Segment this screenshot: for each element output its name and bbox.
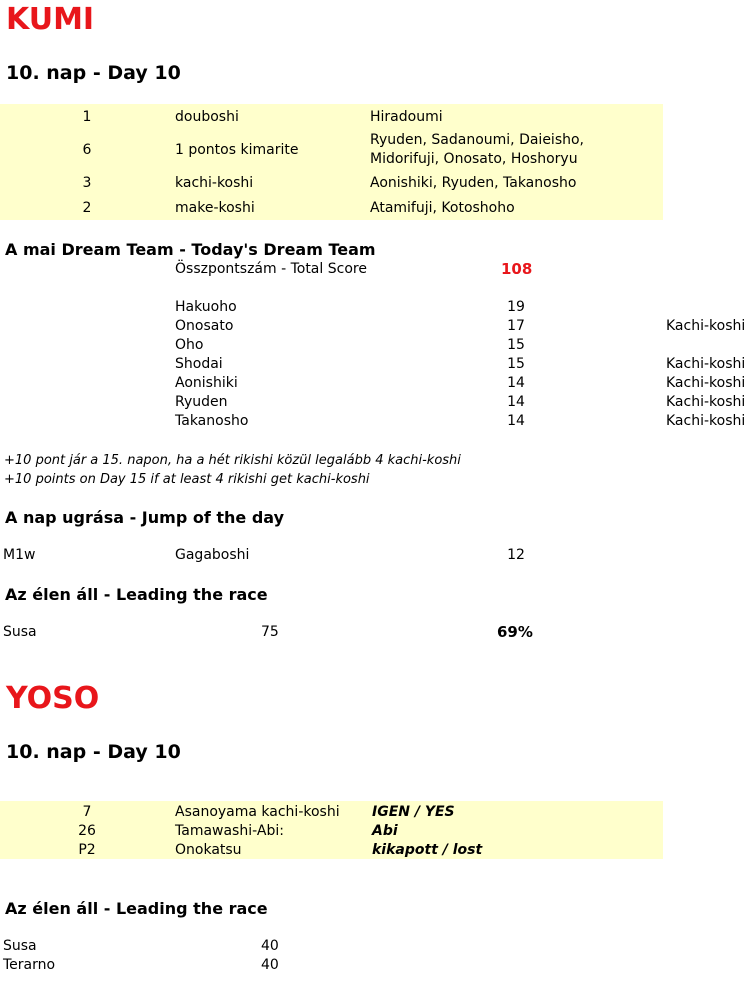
member-name: Hakuoho <box>175 299 237 315</box>
kumi-leader-heading: Az élen áll - Leading the race <box>5 585 268 604</box>
yoso-answer: Abi <box>372 823 398 839</box>
member-name: Takanosho <box>175 413 249 429</box>
member-note: Kachi-koshi <box>666 375 746 391</box>
member-name: Ryuden <box>175 394 228 410</box>
yoso-leader-name: Terarno <box>3 957 56 973</box>
yoso-title: YOSO <box>6 681 100 716</box>
total-score-label: Összpontszám - Total Score <box>175 261 367 277</box>
stat-count: 2 <box>82 200 92 216</box>
stat-names: Ryuden, Sadanoumi, Daieisho, Midorifuji, Onosato, Hoshoryu <box>370 132 584 167</box>
stat-names: Atamifuji, Kotoshoho <box>370 200 515 216</box>
stat-label: kachi-koshi <box>175 175 254 191</box>
member-note: Kachi-koshi <box>666 394 746 410</box>
member-score: 14 <box>507 413 525 429</box>
yoso-leader-score: 40 <box>261 957 279 973</box>
yoso-day-heading: 10. nap - Day 10 <box>6 741 181 763</box>
kumi-leader-score: 75 <box>261 624 279 640</box>
total-score-value: 108 <box>501 260 533 278</box>
yoso-question: Tamawashi-Abi: <box>175 823 284 839</box>
member-name: Shodai <box>175 356 223 372</box>
stat-label: 1 pontos kimarite <box>175 142 299 158</box>
member-score: 17 <box>507 318 525 334</box>
member-note: Kachi-koshi <box>666 318 746 334</box>
jump-name: Gagaboshi <box>175 547 250 563</box>
yoso-leader-heading: Az élen áll - Leading the race <box>5 899 268 918</box>
dream-team-heading: A mai Dream Team - Today's Dream Team <box>5 240 376 259</box>
stat-count: 1 <box>82 109 92 125</box>
yoso-leader-name: Susa <box>3 938 37 954</box>
member-score: 14 <box>507 394 525 410</box>
jump-rank: M1w <box>3 547 36 563</box>
yoso-answer: IGEN / YES <box>372 804 455 820</box>
yoso-num: P2 <box>78 842 96 858</box>
member-score: 14 <box>507 375 525 391</box>
stat-label: make-koshi <box>175 200 255 216</box>
member-note: Kachi-koshi <box>666 413 746 429</box>
kumi-title: KUMI <box>6 2 95 37</box>
jump-value: 12 <box>507 547 525 563</box>
stat-count: 6 <box>82 142 92 158</box>
yoso-num: 26 <box>78 823 96 839</box>
member-name: Aonishiki <box>175 375 238 391</box>
member-note: Kachi-koshi <box>666 356 746 372</box>
jump-heading: A nap ugrása - Jump of the day <box>5 508 285 527</box>
member-score: 15 <box>507 356 525 372</box>
kumi-leader-percent: 69% <box>497 623 533 641</box>
kumi-day-heading: 10. nap - Day 10 <box>6 62 181 84</box>
bonus-note-en: +10 points on Day 15 if at least 4 rikishi get kachi-koshi <box>4 472 370 487</box>
member-name: Oho <box>175 337 204 353</box>
stat-count: 3 <box>82 175 92 191</box>
kumi-leader-name: Susa <box>3 624 37 640</box>
yoso-question: Asanoyama kachi-koshi <box>175 804 340 820</box>
member-score: 15 <box>507 337 525 353</box>
bonus-note-hu: +10 pont jár a 15. napon, ha a hét rikishi közül legalább 4 kachi-koshi <box>4 453 461 468</box>
yoso-leader-score: 40 <box>261 938 279 954</box>
yoso-answer: kikapott / lost <box>372 842 483 858</box>
yoso-question: Onokatsu <box>175 842 242 858</box>
stat-names: Hiradoumi <box>370 109 443 125</box>
member-score: 19 <box>507 299 525 315</box>
stat-names: Aonishiki, Ryuden, Takanosho <box>370 175 577 191</box>
yoso-num: 7 <box>82 804 92 820</box>
stat-label: douboshi <box>175 109 239 125</box>
member-name: Onosato <box>175 318 234 334</box>
